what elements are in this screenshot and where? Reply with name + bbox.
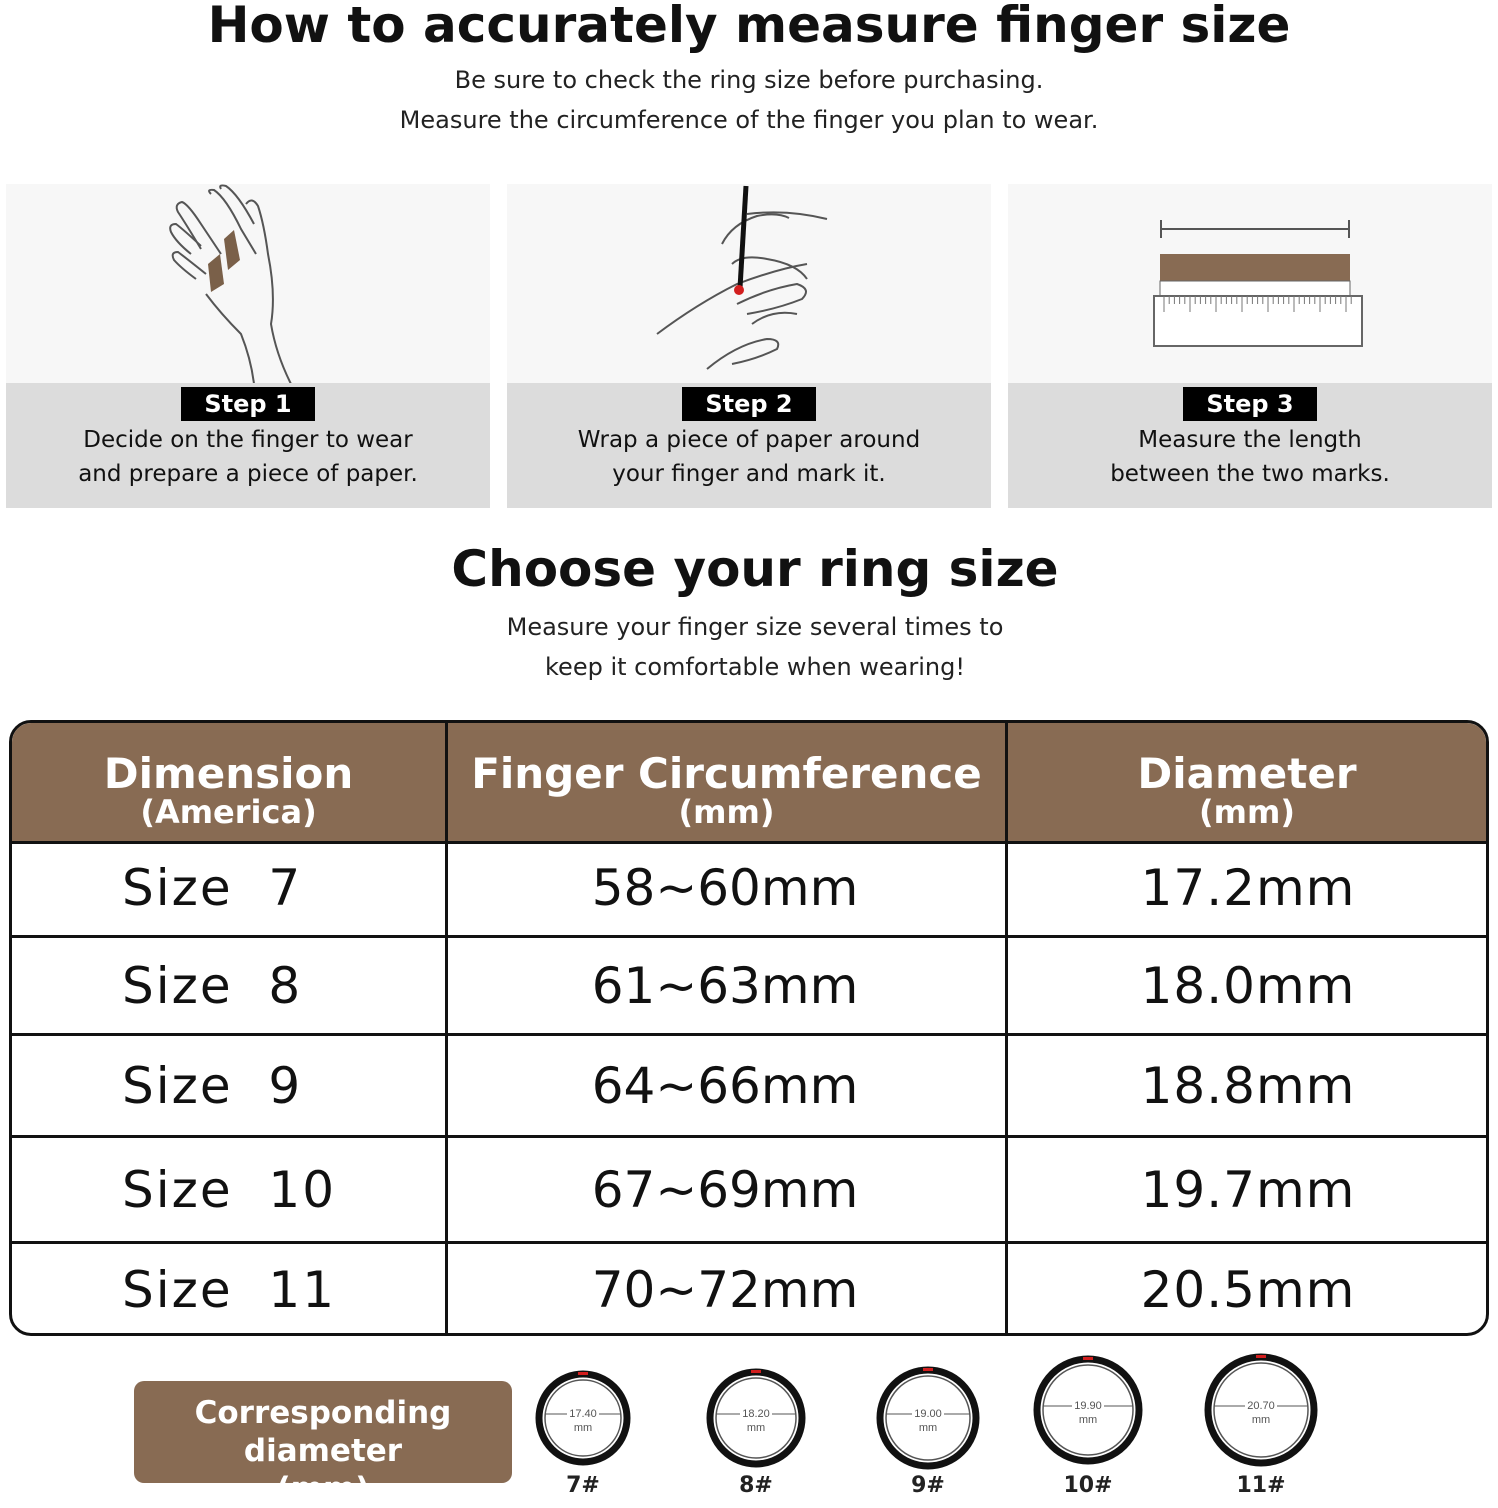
table-row	[12, 841, 1486, 938]
diameter-cell: 17.2mm	[1140, 859, 1356, 917]
ring-diameter-unit: mm	[1078, 1414, 1098, 1426]
ring-diameter-unit: mm	[746, 1422, 766, 1434]
ring-diameter-value: 20.70	[1247, 1400, 1275, 1412]
size-cell: Size 10	[122, 1160, 337, 1219]
ring-diagram	[1030, 1352, 1146, 1468]
header-circumference-label: Finger Circumference	[471, 749, 982, 798]
step-2-line-1: Wrap a piece of paper around	[577, 427, 921, 453]
ring-diagram	[532, 1367, 634, 1469]
step-3-band	[1008, 383, 1492, 508]
step-2-panel	[507, 184, 991, 508]
step-2-band	[507, 383, 991, 508]
table-row	[12, 1138, 1486, 1244]
circumference-cell: 64~66mm	[591, 1056, 859, 1115]
circumference-cell: 67~69mm	[591, 1160, 859, 1219]
ring-diameter-value: 19.90	[1074, 1400, 1102, 1412]
size-cell: Size 8	[122, 956, 303, 1015]
corresponding-diameter-line-2: (mm)	[276, 1471, 370, 1507]
ring-diagram	[703, 1365, 809, 1471]
header-dimension-unit: (America)	[140, 793, 317, 831]
step-3-line-2: between the two marks.	[1110, 461, 1390, 487]
hand-paper-illustration	[6, 184, 490, 384]
ring-diagram	[873, 1363, 983, 1473]
ring-size-label: 11#	[1236, 1473, 1286, 1498]
step-2-description	[507, 423, 991, 491]
pen-marking-illustration	[507, 184, 991, 384]
header-dimension-label: Dimension	[103, 749, 354, 798]
step-3-description	[1008, 423, 1492, 491]
ring-diagram	[1201, 1350, 1321, 1470]
header-diameter	[1008, 723, 1486, 841]
step-1-band	[6, 383, 490, 508]
step-3-badge: Step 3	[1183, 387, 1317, 421]
size-cell: Size 9	[122, 1056, 303, 1115]
ruler-illustration	[1008, 184, 1492, 384]
corresponding-diameter-label	[134, 1381, 512, 1507]
header-dimension	[12, 723, 445, 841]
ring-diameter-value: 17.40	[569, 1408, 597, 1420]
ring-size-label: 7#	[566, 1473, 600, 1498]
step-2-line-2: your finger and mark it.	[612, 461, 886, 487]
step-2-badge: Step 2	[682, 387, 816, 421]
step-1-panel	[6, 184, 490, 508]
table-row	[12, 938, 1486, 1036]
header-circumference-unit: (mm)	[678, 793, 775, 831]
table-row	[12, 1036, 1486, 1138]
ring-size-label: 9#	[911, 1473, 945, 1498]
step-3-line-1: Measure the length	[1138, 427, 1362, 453]
diameter-cell: 18.8mm	[1140, 1056, 1356, 1115]
header-circumference	[448, 723, 1005, 841]
ring-size-table	[9, 720, 1489, 1336]
circumference-cell: 58~60mm	[591, 859, 859, 917]
step-3-panel	[1008, 184, 1492, 508]
ring-diameter-value: 19.00	[914, 1408, 942, 1420]
ring-diameter-unit: mm	[1251, 1414, 1271, 1426]
ring-diameter-unit: mm	[573, 1422, 593, 1434]
table-header	[12, 723, 1486, 844]
diameter-cell: 18.0mm	[1140, 956, 1356, 1015]
step-1-line-2: and prepare a piece of paper.	[78, 461, 418, 487]
step-1-line-1: Decide on the finger to wear	[83, 427, 413, 453]
ring-size-label: 8#	[739, 1473, 773, 1498]
size-section-line-2: keep it comfortable when wearing!	[545, 653, 965, 681]
subtitle-line-1: Be sure to check the ring size before purchasing.	[454, 66, 1044, 94]
size-cell: Size 11	[122, 1261, 337, 1319]
subtitle-line-2: Measure the circumference of the finger you plan to wear.	[399, 106, 1099, 134]
ring-size-label: 10#	[1063, 1473, 1113, 1498]
ring-diameter-unit: mm	[918, 1422, 938, 1434]
table-row	[12, 1244, 1486, 1336]
header-diameter-unit: (mm)	[1199, 793, 1295, 831]
size-cell: Size 7	[122, 859, 303, 917]
ring-diameter-value: 18.20	[742, 1408, 770, 1420]
circumference-cell: 61~63mm	[591, 956, 859, 1015]
page-title: How to accurately measure finger size	[207, 0, 1291, 54]
circumference-cell: 70~72mm	[591, 1261, 859, 1319]
step-1-badge: Step 1	[181, 387, 315, 421]
size-section-title: Choose your ring size	[451, 540, 1059, 598]
diameter-cell: 20.5mm	[1140, 1261, 1356, 1319]
column-divider	[1005, 723, 1008, 1333]
column-divider	[445, 723, 448, 1333]
corresponding-diameter-line-1: Corresponding diameter	[194, 1395, 452, 1469]
step-1-description	[6, 423, 490, 491]
size-section-line-1: Measure your finger size several times to	[506, 613, 1004, 641]
header-diameter-label: Diameter	[1137, 749, 1357, 798]
diameter-cell: 19.7mm	[1140, 1160, 1356, 1219]
